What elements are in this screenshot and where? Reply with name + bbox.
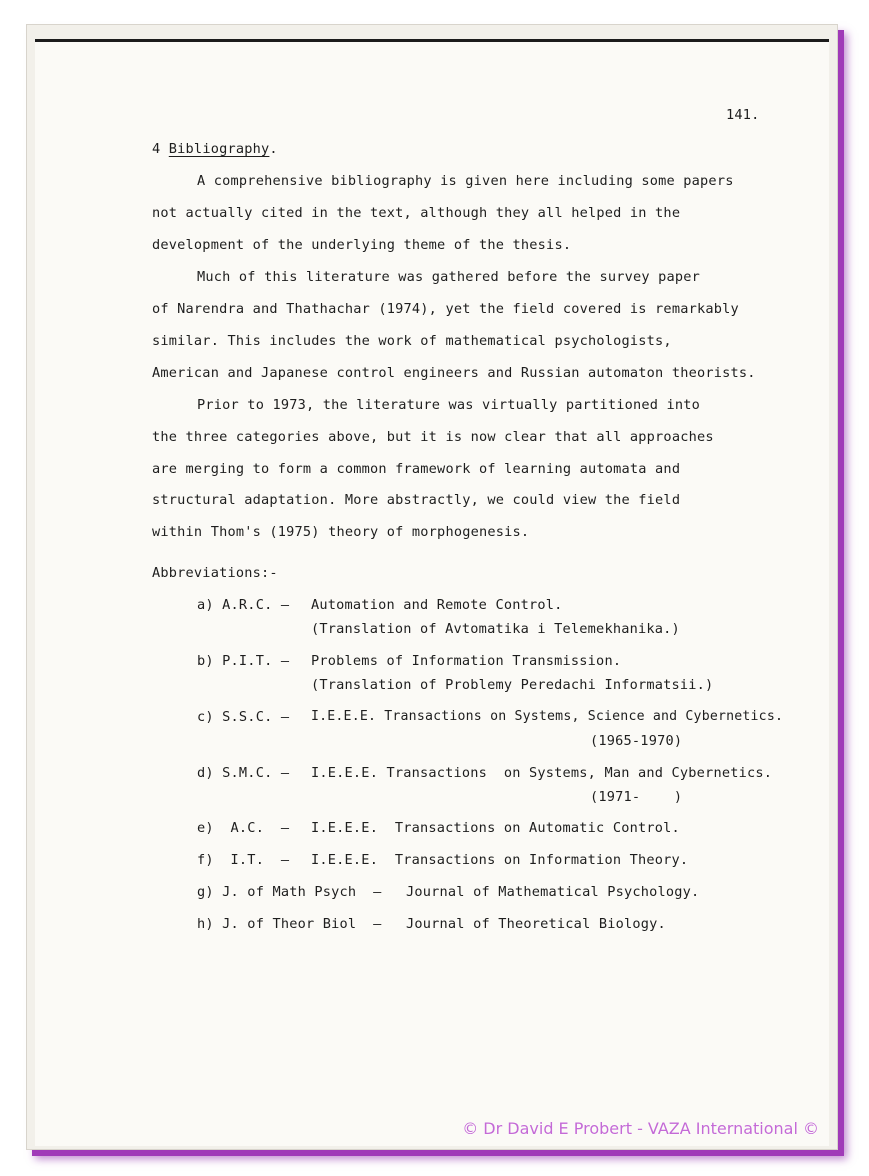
abbr-extra-b: (Translation of Problemy Peredachi Informatsii.) [311, 677, 714, 693]
abbr-label-e: e) A.C. – [197, 820, 290, 836]
abbr-extra-a: (Translation of Avtomatika i Telemekhanika.) [311, 621, 680, 637]
paragraph-2-line-4: American and Japanese control engineers and Russian automaton theorists. [152, 365, 756, 381]
abbr-label-f: f) I.T. – [197, 852, 290, 868]
section-title: Bibliography [168, 141, 270, 157]
abbr-extra-d: (1971- ) [590, 789, 683, 805]
paragraph-2-line-2: of Narendra and Thathachar (1974), yet the field covered is remarkably [152, 301, 739, 317]
paragraph-3-line-1: Prior to 1973, the literature was virtually partitioned into [197, 397, 701, 413]
abbr-extra-c: (1965-1970) [590, 733, 683, 749]
page-number: 141. [726, 107, 760, 123]
copyright-watermark: © Dr David E Probert - VAZA International © [462, 1119, 819, 1138]
paragraph-2-line-1: Much of this literature was gathered before the survey paper [197, 269, 701, 285]
paragraph-1-line-2: not actually cited in the text, although they all helped in the [152, 205, 681, 221]
abbr-text-b: Problems of Information Transmission. [311, 653, 622, 669]
section-title-period: . [269, 141, 278, 157]
abbr-text-f: I.E.E.E. Transactions on Information Theory. [311, 852, 689, 868]
section-heading [152, 141, 278, 157]
abbr-text-d: I.E.E.E. Transactions on Systems, Man and Cybernetics. [311, 765, 773, 781]
abbr-label-h: h) J. of Theor Biol – [197, 916, 382, 932]
abbreviations-title: Abbreviations:- [152, 565, 278, 581]
section-number: 4 [152, 141, 161, 157]
paragraph-2-line-3: similar. This includes the work of mathematical psychologists, [152, 333, 672, 349]
paragraph-1-line-1: A comprehensive bibliography is given here including some papers [197, 173, 734, 189]
paragraph-3-line-3: are merging to form a common framework of learning automata and [152, 461, 681, 477]
paragraph-3-line-2: the three categories above, but it is now clear that all approaches [152, 429, 714, 445]
abbr-label-d: d) S.M.C. – [197, 765, 290, 781]
abbr-text-g: Journal of Mathematical Psychology. [406, 884, 700, 900]
paragraph-3-line-5: within Thom's (1975) theory of morphogenesis. [152, 524, 530, 540]
abbr-label-g: g) J. of Math Psych – [197, 884, 382, 900]
abbr-label-a: a) A.R.C. – [197, 597, 290, 613]
scan-frame [26, 24, 838, 1150]
abbr-label-c: c) S.S.C. – [197, 709, 290, 725]
abbr-text-a: Automation and Remote Control. [311, 597, 563, 613]
abbr-text-c: I.E.E.E. Transactions on Systems, Science and Cybernetics. [311, 709, 784, 724]
abbr-text-h: Journal of Theoretical Biology. [406, 916, 666, 932]
abbr-label-b: b) P.I.T. – [197, 653, 290, 669]
paragraph-3-line-4: structural adaptation. More abstractly, we could view the field [152, 492, 681, 508]
abbr-text-e: I.E.E.E. Transactions on Automatic Control. [311, 820, 680, 836]
paragraph-1-line-3: development of the underlying theme of the thesis. [152, 237, 572, 253]
